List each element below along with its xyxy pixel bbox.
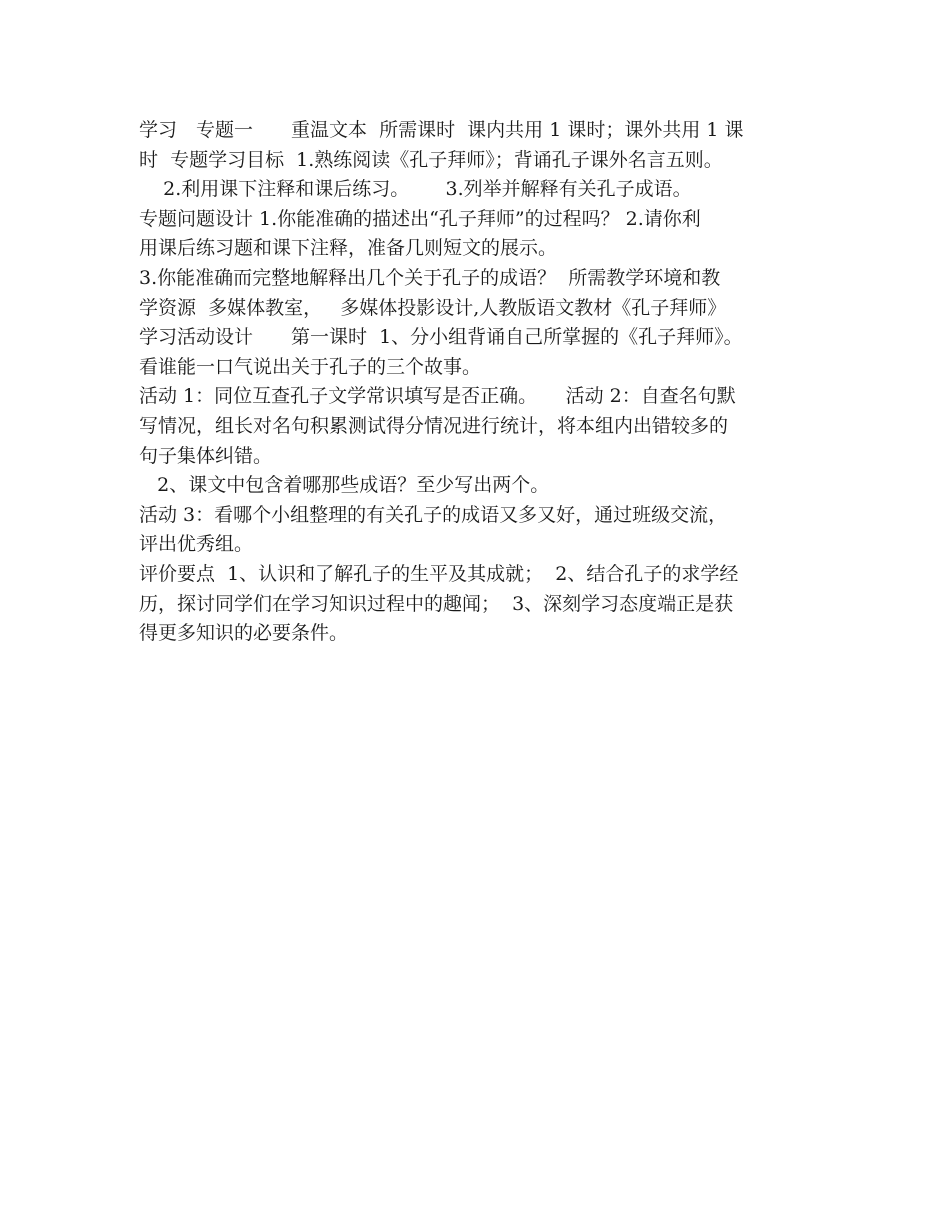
text-line: 看谁能一口气说出关于孔子的三个故事。 [139,355,482,378]
text-line: 学习活动设计 第一课时 1、分小组背诵自己所掌握的《孔子拜师》。 [139,326,743,349]
text-line: 2、课文中包含着哪那些成语？至少写出两个。 [139,474,550,497]
document-body [139,116,839,649]
text-line: 学资源 多媒体教室， 多媒体投影设计,人教版语文教材《孔子拜师》 [139,296,727,319]
text-line: 得更多知识的必要条件。 [139,622,349,645]
text-line: 学习 专题一 重温文本 所需课时 课内共用 1 课时；课外共用 1 课 [139,119,744,141]
text-line: 3.你能准确而完整地解释出几个关于孔子的成语？ 所需教学环境和教 [139,266,721,289]
text-line: 活动 3：看哪个小组整理的有关孔子的成语又多又好，通过班级交流， [139,503,728,526]
text-line: 用课后练习题和课下注释，准备几则短文的展示。 [139,237,558,260]
text-line: 评出优秀组。 [139,533,254,556]
text-line: 历，探讨同学们在学习知识过程中的趣闻； 3、深刻学习态度端正是获 [139,592,734,615]
text-line: 活动 1：同位互查孔子文学常识填写是否正确。 活动 2：自查名句默 [139,385,736,408]
text-line: 时 专题学习目标 1.熟练阅读《孔子拜师》；背诵孔子课外名言五则。 [139,148,723,171]
text-line: 专题问题设计 1.你能准确的描述出“孔子拜师”的过程吗？ 2.请你利 [139,207,701,230]
text-line: 评价要点 1、认识和了解孔子的生平及其成就； 2、结合孔子的求学经 [139,562,739,585]
text-line: 2.利用课下注释和课后练习。 3.列举并解释有关孔子成语。 [139,178,692,201]
text-line: 写情况，组长对名句积累测试得分情况进行统计，将本组内出错较多的 [139,414,729,437]
text-line: 句子集体纠错。 [139,444,273,467]
